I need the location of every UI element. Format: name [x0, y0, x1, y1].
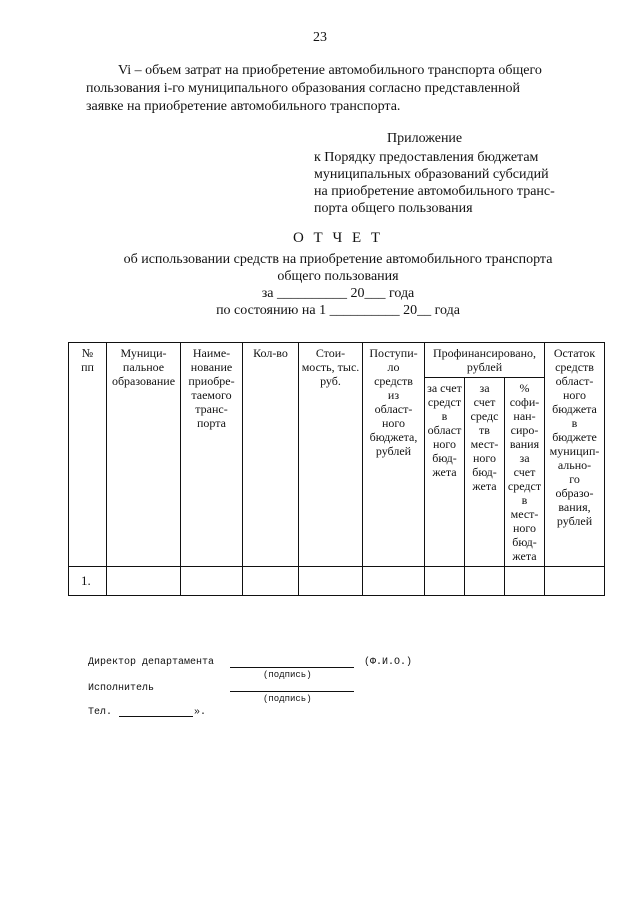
header-line: средст: [427, 395, 462, 409]
header-line: сиро-: [510, 423, 539, 437]
report-title: О Т Ч Е Т: [292, 230, 384, 246]
header-line: пальное: [122, 360, 165, 374]
intro-line: Vi – объем затрат на приобретение автомобильного транспорта общего: [118, 63, 542, 78]
annex-title: Приложение: [387, 131, 463, 146]
header-line: Кол-во: [253, 346, 288, 360]
header-line: ально-: [557, 458, 592, 472]
header-line: рублей: [375, 444, 412, 458]
header-line: муницип-: [549, 444, 600, 458]
header-line: транс-: [195, 402, 228, 416]
report-as-of-date: по состоянию на 1 __________ 20__ года: [216, 303, 460, 318]
annex-body: [314, 149, 586, 217]
header-line: в: [521, 493, 528, 507]
header-line: област-: [555, 374, 594, 388]
intro-paragraph: [86, 62, 586, 116]
header-line: за счет: [427, 381, 462, 395]
header-line: бюджете: [552, 430, 597, 444]
header-line: из: [387, 388, 400, 402]
header-line: бюд-: [472, 465, 497, 479]
header-number: [69, 343, 107, 567]
header-line: вания: [509, 437, 540, 451]
header-line: жета: [432, 465, 457, 479]
header-line: Профинансировано,: [432, 346, 537, 360]
header-quantity: [243, 343, 299, 567]
header-line: мест-: [470, 437, 499, 451]
header-line: приобре-: [188, 374, 235, 388]
header-line: Стои-: [315, 346, 346, 360]
executor-label: Исполнитель: [88, 683, 155, 694]
header-line: мость, тыс.: [301, 360, 360, 374]
director-label: Директор департамента: [88, 657, 215, 668]
header-line: таемого: [191, 388, 232, 402]
header-line: тв: [479, 423, 490, 437]
table-cell: [465, 567, 505, 596]
header-line: %: [519, 381, 530, 395]
header-line: руб.: [320, 374, 341, 388]
header-line: област: [427, 423, 462, 437]
header-line: образо-: [555, 486, 594, 500]
phone-tail: ».: [194, 707, 207, 718]
header-line: ного: [512, 521, 537, 535]
header-line: Наиме-: [192, 346, 231, 360]
annex-line: на приобретение автомобильного транс-: [314, 184, 555, 199]
header-financed-regional: [425, 378, 465, 567]
table-cell: [107, 567, 181, 596]
header-line: счет: [473, 395, 496, 409]
header-line: Муници-: [120, 346, 167, 360]
director-signature-line: [230, 667, 354, 668]
header-line: №: [81, 346, 94, 360]
director-fio: (Ф.И.О.): [364, 657, 413, 668]
header-line: ного: [432, 437, 457, 451]
header-line: го: [569, 472, 580, 486]
header-line: мест-: [510, 507, 539, 521]
header-line: област-: [374, 402, 413, 416]
executor-signature-line: [230, 691, 354, 692]
header-line: жета: [472, 479, 497, 493]
header-line: порта: [197, 416, 226, 430]
header-line: образование: [111, 374, 176, 388]
phone-line: [119, 716, 193, 717]
header-line: счет: [513, 465, 536, 479]
annex-line: муниципальных образований субсидий: [314, 167, 549, 182]
header-financed-local: [465, 378, 505, 567]
header-line: ло: [387, 360, 400, 374]
header-line: ного: [381, 416, 406, 430]
header-line: софи-: [509, 395, 540, 409]
header-cofinancing-percent: [505, 378, 545, 567]
header-line: пп: [81, 360, 94, 374]
annex-line: порта общего пользования: [314, 201, 473, 216]
annex-line: к Порядку предоставления бюджетам: [314, 150, 539, 165]
header-line: жета: [512, 549, 537, 563]
header-line: средст: [507, 479, 542, 493]
table-cell: [363, 567, 425, 596]
intro-line: пользования i-го муниципального образования согласно представленной: [86, 81, 521, 96]
table-row: [69, 567, 605, 596]
table-cell: [545, 567, 605, 596]
table-cell: [243, 567, 299, 596]
header-line: ного: [562, 388, 587, 402]
header-transport-name: [181, 343, 243, 567]
header-municipality: [107, 343, 181, 567]
intro-line: заявке на приобретение автомобильного транспорта.: [86, 99, 401, 114]
page-number: 23: [313, 30, 327, 45]
row-number: 1.: [69, 567, 107, 596]
table-cell: [181, 567, 243, 596]
header-line: в: [441, 409, 448, 423]
header-line: нан-: [513, 409, 536, 423]
signature-hint: (подпись): [263, 694, 312, 704]
report-table: [68, 342, 605, 596]
header-line: за: [519, 451, 530, 465]
report-subtitle: [90, 251, 586, 285]
report-subtitle-line: общего пользования: [277, 269, 399, 284]
header-line: средств: [374, 374, 413, 388]
header-line: бюд-: [512, 535, 537, 549]
header-received-funds: [363, 343, 425, 567]
header-line: средств: [555, 360, 594, 374]
header-line: за: [479, 381, 490, 395]
table-cell: [425, 567, 465, 596]
header-line: бюд-: [432, 451, 457, 465]
header-line: бюджета,: [369, 430, 418, 444]
header-line: рублей: [556, 514, 593, 528]
header-balance: [545, 343, 605, 567]
header-line: Поступи-: [369, 346, 418, 360]
report-subtitle-line: об использовании средств на приобретение автомобильного транспорта: [123, 252, 553, 267]
table-cell: [299, 567, 363, 596]
header-line: бюджета: [552, 402, 597, 416]
table-cell: [505, 567, 545, 596]
header-line: в: [571, 416, 578, 430]
header-line: ного: [472, 451, 497, 465]
header-line: вания,: [558, 500, 591, 514]
header-line: средс: [470, 409, 499, 423]
signature-hint: (подпись): [263, 670, 312, 680]
header-line: нование: [190, 360, 233, 374]
report-period: за __________ 20___ года: [261, 286, 415, 301]
header-financed: [425, 343, 545, 378]
header-line: Остаток: [553, 346, 596, 360]
phone-label: Тел.: [88, 707, 113, 718]
header-line: рублей: [466, 360, 503, 374]
header-cost: [299, 343, 363, 567]
